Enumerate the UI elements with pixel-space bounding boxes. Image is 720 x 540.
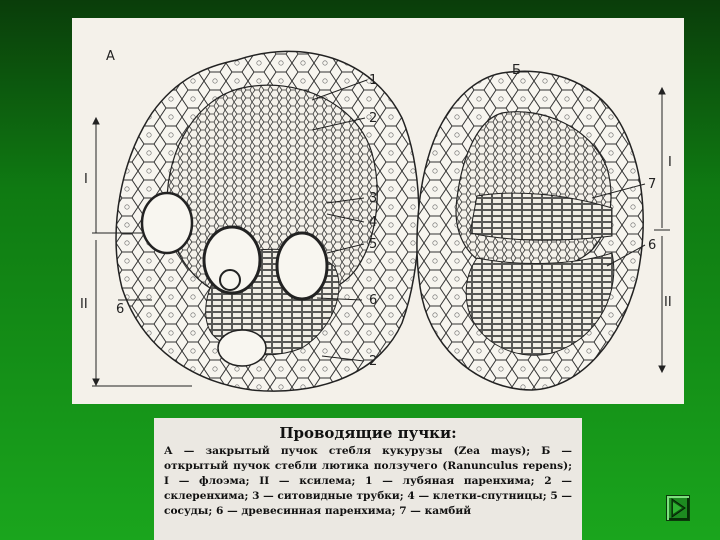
figure-caption [154,418,582,540]
region-b-phloem: I [668,155,672,170]
callout-a-6: 6 [369,293,378,308]
callout-a-1: 1 [369,73,378,88]
callout-a-2b: 2 [369,354,378,369]
vascular-bundle-figure [72,18,684,404]
callout-a-2: 2 [369,111,378,126]
panel-b-region-brackets [654,88,670,372]
callout-a-4: 4 [369,215,378,230]
next-slide-icon [667,496,689,520]
callout-a-3: 3 [369,191,378,206]
callout-b-7: 7 [648,177,657,192]
caption-body: А — закрытый пучок стебля кукурузы (Zea mays); Б — открытый пучок стебли лютика ползучего (Ranunculus repens); I — флоэма; II — ксилема; 1 — лубяная паренхима; 2 — склеренхима; 3 — ситовидные трубки; 4 — клетки-спутницы; 5 — сосуды; 6 — древесинная паренхима; 7 — камбий [164,445,572,517]
caption-title: Проводящие пучки: [279,424,457,442]
callout-a-5: 5 [369,237,378,252]
region-a-xylem: II [80,297,88,312]
region-a-6-label: 6 [116,302,125,317]
vascular-bundle-diagram [72,18,684,404]
panel-a-label: А [106,49,115,64]
next-slide-button[interactable] [666,495,690,521]
region-b-xylem: II [664,295,672,310]
callout-b-6: 6 [648,238,657,253]
panel-b-bundle [417,71,643,390]
region-a-phloem: I [84,172,88,187]
panel-b-label: Б [512,63,521,78]
